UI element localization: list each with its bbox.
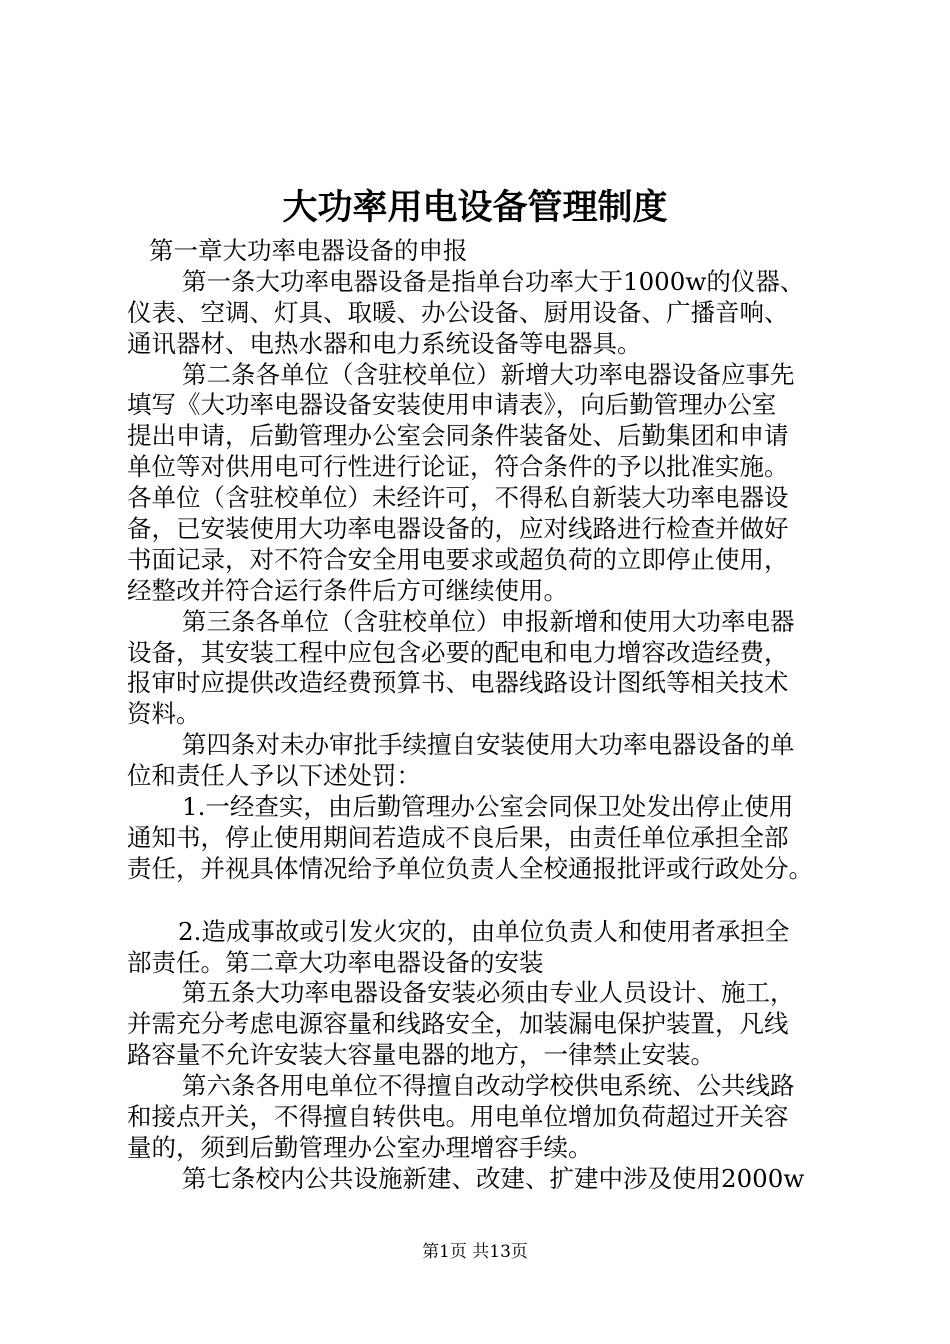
- article-line: 2.造成事故或引发火灾的，由单位负责人和使用者承担全: [178, 916, 790, 946]
- article-line: 填写《大功率电器设备安装使用申请表》，向后勤管理办公室: [127, 390, 777, 420]
- article-line: 部责任。第二章大功率电器设备的安装: [127, 947, 544, 977]
- article-line: 设备，其安装工程中应包含必要的配电和电力增容改造经费，: [127, 637, 789, 667]
- article-line: 第六条各用电单位不得擅自改动学校供电系统、公共线路: [182, 1071, 795, 1101]
- article-line: 提出申请，后勤管理办公室会同条件装备处、后勤集团和申请: [127, 421, 789, 451]
- article-line: 仪表、空调、灯具、取暖、办公设备、厨用设备、广播音响、: [127, 297, 789, 327]
- article-line: 路容量不允许安装大容量电器的地方，一律禁止安装。: [127, 1040, 715, 1070]
- article-line: 书面记录，对不符合安全用电要求或超负荷的立即停止使用，: [127, 544, 789, 574]
- article-line: 第三条各单位（含驻校单位）申报新增和使用大功率电器: [182, 606, 795, 636]
- article-line: 和接点开关，不得擅自转供电。用电单位增加负荷超过开关容: [127, 1102, 789, 1132]
- document-body: [127, 236, 850, 1195]
- article-line: 资料。: [127, 699, 201, 729]
- paragraph-gap: [127, 885, 850, 917]
- article-line: 单位等对供用电可行性进行论证，符合条件的予以批准实施。: [127, 452, 789, 482]
- page-number: 第1页 共13页: [422, 1242, 528, 1262]
- article-line: 经整改并符合运行条件后方可继续使用。: [127, 575, 568, 605]
- article-line: 第二条各单位（含驻校单位）新增大功率电器设备应事先: [182, 359, 795, 389]
- article-line: 通知书，停止使用期间若造成不良后果，由责任单位承担全部: [127, 822, 789, 852]
- chapter-heading: 第一章大功率电器设备的申报: [149, 236, 468, 265]
- document-title: 大功率用电设备管理制度: [282, 187, 668, 228]
- article-line: 各单位（含驻校单位）未经许可，不得私自新装大功率电器设: [127, 483, 789, 513]
- article-line: 第七条校内公共设施新建、改建、扩建中涉及使用2000w: [182, 1163, 805, 1193]
- article-line: 第四条对未办审批手续擅自安装使用大功率电器设备的单: [182, 730, 795, 760]
- article-line: 第一条大功率电器设备是指单台功率大于1000w的仪器、: [182, 266, 805, 296]
- article-line: 备，已安装使用大功率电器设备的，应对线路进行检查并做好: [127, 514, 789, 544]
- article-line: 量的，须到后勤管理办公室办理增容手续。: [127, 1132, 593, 1162]
- article-line: 第五条大功率电器设备安装必须由专业人员设计、施工，: [182, 978, 795, 1008]
- article-line: 1.一经查实，由后勤管理办公室会同保卫处发出停止使用: [182, 792, 794, 822]
- article-line: 报审时应提供改造经费预算书、电器线路设计图纸等相关技术: [127, 668, 789, 698]
- article-line: 责任，并视具体情况给予单位负责人全校通报批评或行政处分。: [127, 853, 813, 883]
- article-line: 并需充分考虑电源容量和线路安全，加装漏电保护装置，凡线: [127, 1009, 789, 1039]
- article-line: 通讯器材、电热水器和电力系统设备等电器具。: [127, 328, 642, 358]
- article-line: 位和责任人予以下述处罚：: [127, 761, 421, 791]
